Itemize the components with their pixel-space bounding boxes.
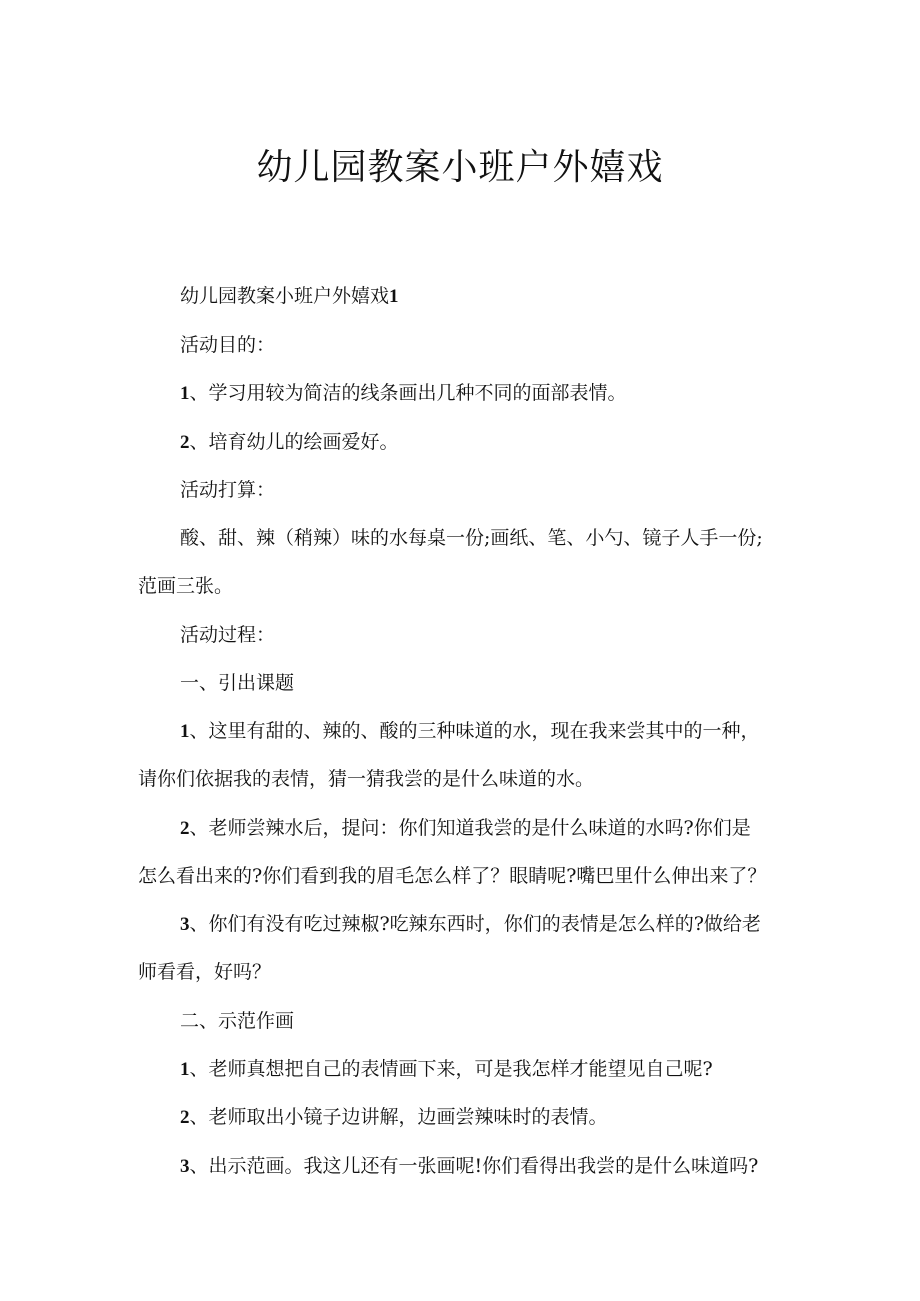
item-number: 2 — [180, 432, 190, 453]
numbered-item — [180, 1056, 713, 1083]
item-number: 1 — [180, 1059, 190, 1080]
line-text: 怎么看出来的?你们看到我的眉毛怎么样了？眼睛呢?嘴巴里什么伸出来了？ — [138, 865, 767, 887]
numbered-item — [180, 911, 761, 938]
numbered-item — [180, 718, 760, 745]
line-text: 活动打算： — [180, 479, 276, 501]
line-text: 师看看，好吗？ — [138, 961, 272, 983]
paragraph-line — [180, 477, 275, 503]
line-text: 活动目的： — [180, 334, 276, 356]
line-text: 、老师尝辣水后，提问：你们知道我尝的是什么味道的水吗?你们是 — [189, 817, 751, 839]
line-text: 、这里有甜的、辣的、酸的三种味道的水，现在我来尝其中的一种， — [189, 720, 760, 742]
section-heading-text: 幼儿园教案小班户外嬉戏 — [180, 285, 390, 307]
line-text: 活动过程： — [180, 624, 276, 646]
item-number: 2 — [180, 818, 190, 839]
paragraph-line — [180, 670, 294, 696]
numbered-item — [180, 1153, 758, 1180]
section-heading — [180, 283, 399, 310]
section-number: 1 — [389, 286, 399, 307]
paragraph-line — [138, 766, 594, 792]
paragraph-line — [138, 573, 233, 599]
item-number: 1 — [180, 383, 190, 404]
item-number: 1 — [180, 721, 190, 742]
line-text: 、学习用较为简洁的线条画出几种不同的面部表情。 — [189, 382, 627, 404]
line-text: 、出示范画。我这儿还有一张画呢!你们看得出我尝的是什么味道吗? — [189, 1155, 759, 1177]
numbered-item — [180, 380, 627, 407]
line-text: 、培育幼儿的绘画爱好。 — [189, 431, 399, 453]
numbered-item — [180, 1104, 608, 1131]
item-number: 2 — [180, 1107, 190, 1128]
paragraph-line — [138, 863, 766, 889]
line-text: 范画三张。 — [138, 575, 234, 597]
line-text: 、老师取出小镜子边讲解，边画尝辣味时的表情。 — [189, 1106, 608, 1128]
item-number: 3 — [180, 1156, 190, 1177]
paragraph-line — [138, 959, 271, 985]
line-text: 酸、甜、辣（稍辣）味的水每桌一份;画纸、笔、小勺、镜子人手一份; — [180, 527, 763, 549]
paragraph-line — [180, 622, 275, 648]
item-number: 3 — [180, 914, 190, 935]
line-text: 、你们有没有吃过辣椒?吃辣东西时，你们的表情是怎么样的?做给老 — [189, 913, 761, 935]
numbered-item — [180, 815, 751, 842]
line-text: 请你们依据我的表情，猜一猜我尝的是什么味道的水。 — [138, 768, 595, 790]
line-text: 一、引出课题 — [180, 672, 295, 694]
numbered-item — [180, 429, 399, 456]
line-text: 二、示范作画 — [180, 1010, 295, 1032]
paragraph-line — [180, 1008, 294, 1034]
document-title: 幼儿园教案小班户外嬉戏 — [256, 147, 664, 188]
paragraph-line — [180, 332, 275, 358]
line-text: 、老师真想把自己的表情画下来，可是我怎样才能望见自己呢? — [189, 1058, 713, 1080]
paragraph-line — [180, 525, 763, 551]
